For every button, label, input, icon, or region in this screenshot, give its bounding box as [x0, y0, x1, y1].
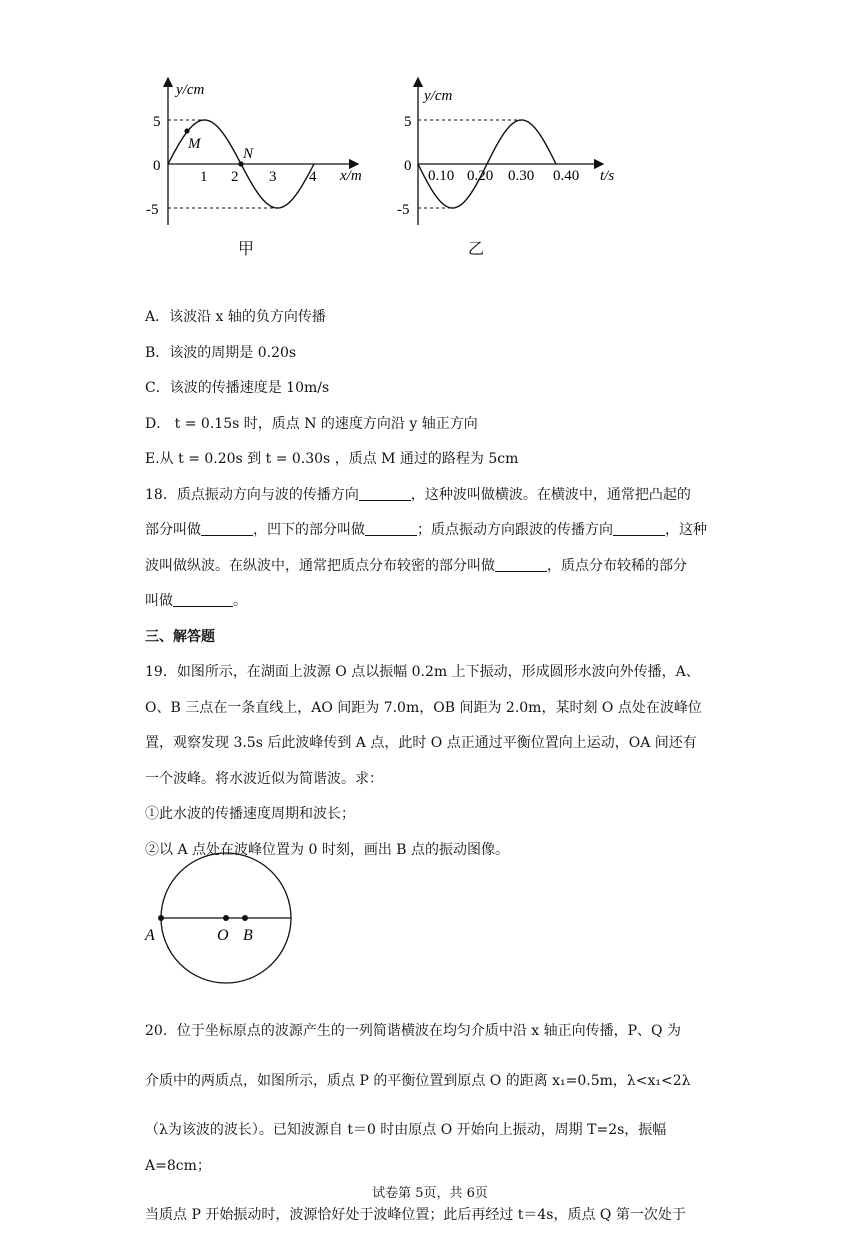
jia-point-m	[184, 128, 189, 133]
graph-yi	[397, 78, 614, 225]
yi-ytick-5: 5	[404, 114, 412, 130]
option-e: E.从 t = 0.20s 到 t = 0.30s ，质点 M 通过的路程为 5cm	[145, 451, 519, 467]
jia-xlabel: x/m	[340, 168, 362, 184]
option-b: B．该波的周期是 0.20s	[145, 344, 297, 361]
jia-xtick-4: 4	[309, 169, 317, 185]
blank	[613, 521, 665, 536]
q19-sub1: ①此水波的传播速度周期和波长；	[145, 806, 355, 822]
blank	[365, 521, 417, 536]
q19-line2: O、B 三点在一条直线上，AO 间距为 7.0m，OB 间距为 2.0m，某时刻 O 点处在波峰位	[145, 699, 702, 716]
question-content	[145, 300, 725, 868]
yi-xtick-010: 0.10	[428, 168, 455, 184]
point-b	[242, 915, 248, 921]
q20-line2: 介质中的两质点，如图所示，质点 P 的平衡位置到原点 O 的距离 x₁=0.5m，λ<x₁<2λ	[145, 1072, 691, 1089]
jia-ylabel: y/cm	[176, 82, 205, 98]
question-18: 18．质点振动方向与波的传播方向 ，这种波叫做横波。在横波中，通常把凸起的 部分叫做 ，凹下的部分叫做 ；质点振动方向跟波的传播方向 ，这种 波叫做纵波。在纵波中，通常把质点分布较密的部分叫做 ，质点分布较稀的部分 叫做 。	[145, 486, 707, 609]
yi-xtick-020: 0.20	[467, 168, 494, 184]
figure-area	[0, 0, 860, 290]
label-o: O	[217, 927, 229, 944]
q20-line4: 当质点 P 开始振动时，波源恰好处于波峰位置；此后再经过 t＝4s，质点 Q 第一次处于	[145, 1207, 686, 1223]
q19-line1: 19．如图所示，在湖面上波源 O 点以振幅 0.2m 上下振动，形成圆形水波向外传播，A、	[145, 664, 700, 680]
yi-ytick-0: 0	[404, 158, 412, 174]
point-a	[158, 915, 164, 921]
q19-line3: 置，观察发现 3.5s 后此波峰传到 A 点，此时 O 点正通过平衡位置向上运动，OA 间还有	[145, 735, 697, 751]
wave-graphs	[0, 0, 860, 290]
jia-ytick-5: 5	[153, 114, 161, 130]
blank	[201, 521, 253, 536]
jia-xtick-2: 2	[231, 169, 239, 185]
q20-line3: （λ为该波的波长）。已知波源自 t＝0 时由原点 O 开始向上振动，周期 T=2s，振幅 A=8cm；	[145, 1122, 667, 1174]
section-title: 三、解答题	[145, 628, 215, 645]
jia-label-m: M	[188, 136, 201, 152]
option-c: C．该波的传播速度是 10m/s	[145, 380, 330, 396]
page-footer: 试卷第 5页，共 6页	[372, 1186, 488, 1201]
graph-jia	[146, 78, 362, 225]
q20-line1: 20．位于坐标原点的波源产生的一列简谐横波在均匀介质中沿 x 轴正向传播，P、Q 为	[145, 1023, 681, 1039]
jia-xtick-3: 3	[269, 169, 277, 185]
blank	[359, 486, 411, 501]
yi-xlabel: t/s	[600, 168, 615, 184]
jia-label-n: N	[243, 146, 254, 162]
option-a: A．该波沿 x 轴的负方向传播	[145, 309, 326, 325]
yi-ytick-neg5: -5	[397, 202, 410, 218]
label-b: B	[243, 927, 253, 944]
blank	[495, 557, 547, 572]
caption-jia: 甲	[238, 239, 255, 258]
label-a: A	[145, 927, 155, 944]
caption-yi: 乙	[468, 239, 485, 258]
question-20	[145, 1000, 725, 1248]
q19-sub2: ②以 A 点处在波峰位置为 0 时刻，画出 B 点的振动图像。	[145, 841, 510, 858]
point-o	[223, 915, 229, 921]
jia-xtick-1: 1	[200, 169, 208, 185]
blank	[173, 592, 233, 607]
circle-figure	[140, 852, 310, 984]
q19-line4: 一个波峰。将水波近似为简谐波。求：	[145, 770, 383, 787]
jia-point-n	[238, 161, 243, 166]
yi-xtick-040: 0.40	[553, 168, 580, 184]
yi-xtick-030: 0.30	[508, 168, 535, 184]
option-d: D． t = 0.15s 时，质点 N 的速度方向沿 y 轴正方向	[145, 415, 478, 432]
jia-ytick-0: 0	[153, 158, 161, 174]
jia-ytick-neg5: -5	[146, 202, 159, 218]
yi-ylabel: y/cm	[424, 88, 453, 104]
